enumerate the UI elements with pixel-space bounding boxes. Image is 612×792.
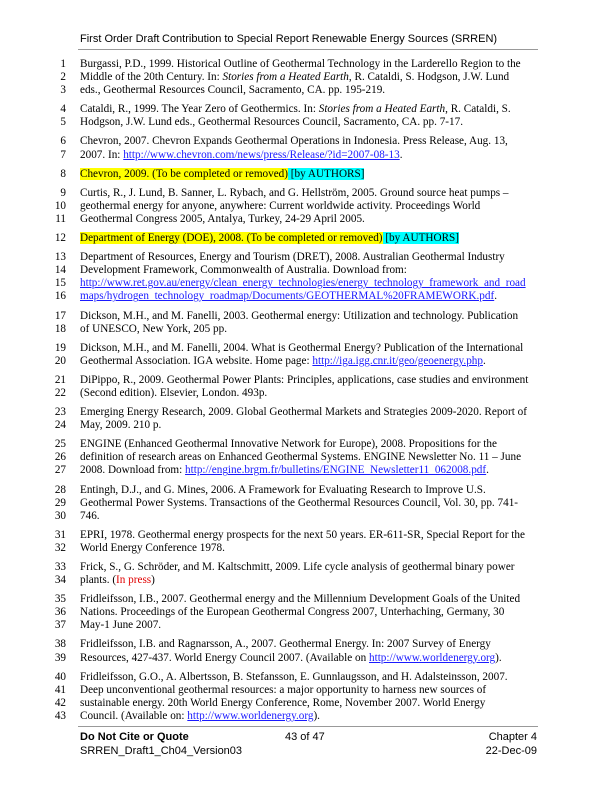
reference-entry (0, 103, 612, 129)
line-text (80, 697, 485, 710)
text-line (0, 251, 612, 264)
line-number: 17 (54, 309, 66, 322)
line-number: 24 (54, 419, 66, 432)
reference-entry (0, 310, 612, 336)
text-line (0, 290, 612, 303)
header-draft-label: First Order Draft (80, 33, 160, 45)
italic-title: Stories from a Heated Earth (222, 71, 349, 84)
line-number: 9 (60, 186, 66, 199)
line-text (80, 200, 480, 213)
text-line (0, 168, 612, 181)
text-line (0, 638, 612, 651)
header-rule (78, 49, 538, 50)
line-text (80, 464, 489, 477)
line-text (80, 438, 497, 451)
line-text (80, 419, 161, 432)
text-segment: Nations. Proceedings of the European Geothermal Congress 2007, Unterhaching, Germany, 30 (80, 606, 505, 619)
text-segment: of UNESCO, New York, 205 pp. (80, 322, 227, 335)
text-line (0, 58, 612, 71)
text-segment: sustainable energy. 20th World Energy Conference, Rome, November 2007. World Energy (80, 696, 486, 709)
text-line (0, 406, 612, 419)
line-number: 7 (60, 148, 66, 161)
text-line (0, 606, 612, 619)
line-number: 29 (54, 496, 66, 509)
text-segment: Dickson, M.H., and M. Fanelli, 2003. Geothermal energy: Utilization and technology. Publication (80, 309, 519, 322)
text-line (0, 355, 612, 368)
reference-entry (0, 135, 612, 161)
line-text (80, 71, 509, 84)
line-number: 23 (54, 406, 66, 419)
line-number: 25 (54, 438, 66, 451)
line-text (80, 58, 521, 71)
line-number: 38 (54, 638, 66, 651)
text-segment: Council. (Available on: (80, 709, 188, 722)
hyperlink[interactable]: http://www.ret.gov.au/energy/clean_energy_technologies/energy_technology_framework_and_road (80, 277, 526, 290)
line-text (80, 342, 523, 355)
line-text (80, 638, 491, 651)
text-segment: . (494, 290, 497, 303)
line-number: 40 (54, 670, 66, 683)
text-segment: , R. Cataldi, S. Hodgson, J.W. Lund (348, 71, 510, 84)
line-text (80, 671, 508, 684)
text-line (0, 264, 612, 277)
text-segment: . (399, 148, 403, 161)
reference-entry (0, 406, 612, 432)
line-number: 27 (54, 464, 66, 477)
line-number: 10 (54, 199, 66, 212)
text-segment: . (486, 464, 489, 477)
line-text (80, 103, 511, 116)
line-text (80, 529, 525, 542)
hyperlink[interactable]: http://iga.igg.cnr.it/geo/geoenergy.php (312, 354, 483, 367)
highlighted-text: Chevron, 2009. (To be completed or removed) (80, 167, 288, 180)
text-segment: ENGINE (Enhanced Geothermal Innovative Network for Europe), 2008. Propositions for the (80, 438, 497, 451)
text-segment: geothermal energy for anyone, anywhere: Current worldwide activity. Proceedings World (80, 199, 481, 212)
text-segment: Department of Resources, Energy and Tourism (DRET), 2008. Australian Geothermal Industry (80, 251, 505, 264)
text-segment: Development Framework, Commonwealth of Australia. Download from: (80, 264, 407, 277)
header-report-title: Contribution to Special Report Renewable Energy Sources (SRREN) (162, 33, 498, 45)
line-number: 2 (60, 71, 66, 84)
line-text (80, 251, 505, 264)
line-text (80, 84, 385, 97)
line-number: 39 (54, 651, 66, 664)
text-line (0, 84, 612, 97)
line-number: 37 (54, 619, 66, 632)
line-number: 32 (54, 541, 66, 554)
text-segment: Fridleifsson, I.B., 2007. Geothermal energy and the Millennium Development Goals of the United (80, 593, 521, 606)
text-line (0, 574, 612, 587)
line-text (80, 232, 459, 245)
footer-rule (78, 726, 538, 727)
line-number: 15 (54, 277, 66, 290)
text-line (0, 697, 612, 710)
reference-entry (0, 58, 612, 97)
line-text (80, 497, 518, 510)
text-segment: definition of research areas on Enhanced Geothermal Systems. ENGINE Newsletter No. 11 – June (80, 451, 522, 464)
line-text (80, 374, 528, 387)
author-note: [by AUTHORS] (382, 232, 459, 245)
line-text (80, 277, 526, 290)
text-segment: May-1 June 2007. (80, 619, 162, 632)
text-segment: Frick, S., G. Schröder, and M. Kaltschmitt, 2009. Life cycle analysis of geothermal binary power (80, 561, 515, 573)
line-number: 1 (60, 58, 66, 70)
text-segment: Hodgson, J.W. Lund eds., Geothermal Resources Council, Sacramento, CA. pp. 7-17. (80, 116, 464, 129)
line-number: 34 (54, 574, 66, 587)
reference-entry (0, 374, 612, 400)
hyperlink[interactable]: http://www.chevron.com/news/press/Release/?id=2007-08-13 (123, 148, 400, 161)
text-segment: Dickson, M.H., and M. Fanelli, 2004. What is Geothermal Energy? Publication of the International (80, 341, 524, 354)
reference-entry (0, 529, 612, 555)
text-line (0, 277, 612, 290)
line-text (80, 149, 403, 162)
line-number: 41 (54, 683, 66, 696)
text-line (0, 510, 612, 523)
text-segment: World Energy Conference 1978. (80, 541, 225, 554)
hyperlink[interactable]: http://www.worldenergy.org (187, 709, 314, 722)
text-line (0, 710, 612, 723)
text-line (0, 529, 612, 542)
text-segment: Geothermal Congress 2005, Antalya, Turkey, 24-29 April 2005. (80, 212, 365, 225)
line-text (80, 574, 155, 587)
text-line (0, 135, 612, 148)
text-segment: Cataldi, R., 1999. The Year Zero of Geothermics. In: (80, 103, 319, 116)
line-text (80, 652, 502, 665)
line-number: 36 (54, 606, 66, 619)
text-line (0, 464, 612, 477)
reference-list (0, 58, 612, 729)
reference-entry (0, 232, 612, 245)
text-line (0, 438, 612, 451)
hyperlink[interactable]: http://engine.brgm.fr/bulletins/ENGINE_Newsletter11_062008.pdf (185, 464, 487, 477)
line-text (80, 168, 364, 181)
text-line (0, 671, 612, 684)
reference-entry (0, 671, 612, 723)
text-segment: ) (151, 574, 155, 587)
text-line (0, 561, 612, 574)
line-number: 33 (54, 561, 66, 573)
footer-notice: Do Not Cite or Quote (80, 731, 189, 743)
highlighted-text: Department of Energy (DOE), 2008. (To be completed or removed) (80, 232, 383, 245)
line-number: 14 (54, 264, 66, 277)
text-segment: Entingh, D.J., and G. Mines, 2006. A Framework for Evaluating Research to Improve U.S. (80, 483, 486, 496)
line-text (80, 387, 267, 400)
text-line (0, 451, 612, 464)
text-segment: Middle of the 20th Century. In: (80, 71, 223, 84)
text-line (0, 187, 612, 200)
in-press-note: In press (116, 574, 152, 587)
reference-entry (0, 638, 612, 664)
footer-page-number: 43 of 47 (285, 731, 325, 743)
text-line (0, 497, 612, 510)
line-text (80, 710, 320, 723)
line-text (80, 187, 509, 200)
reference-entry (0, 168, 612, 181)
text-segment: Geothermal Association. IGA website. Home page: (80, 354, 313, 367)
text-segment: Curtis, R., J. Lund, B. Sanner, L. Rybach, and G. Hellström, 2005. Ground source heat pumps – (80, 186, 509, 199)
text-line (0, 213, 612, 226)
text-line (0, 593, 612, 606)
text-segment: ). (313, 709, 320, 722)
text-segment: Emerging Energy Research, 2009. Global Geothermal Markets and Strategies 2009-2020. Report of (80, 406, 527, 419)
line-text (80, 213, 365, 226)
line-text (80, 310, 518, 323)
text-line (0, 71, 612, 84)
text-segment: Burgassi, P.D., 1999. Historical Outline of Geothermal Technology in the Larderello Region to the (80, 58, 521, 70)
line-number: 30 (54, 509, 66, 522)
reference-entry (0, 593, 612, 632)
text-segment: plants. ( (80, 574, 117, 587)
reference-entry (0, 251, 612, 303)
text-line (0, 323, 612, 336)
author-note: [by AUTHORS] (288, 167, 365, 180)
text-line (0, 310, 612, 323)
line-text (80, 264, 407, 277)
text-segment: . (482, 354, 486, 367)
line-number: 3 (60, 84, 66, 97)
line-text (80, 561, 515, 574)
text-line (0, 619, 612, 632)
text-line (0, 484, 612, 497)
line-number: 8 (60, 167, 66, 180)
line-number: 4 (60, 103, 66, 116)
text-segment: May, 2009. 210 p. (80, 419, 162, 432)
hyperlink[interactable]: http://www.worldenergy.org (369, 651, 496, 664)
text-segment: ). (495, 651, 502, 664)
line-text (80, 290, 497, 303)
line-text (80, 510, 100, 523)
text-line (0, 374, 612, 387)
text-segment: 2007. In: (80, 148, 124, 161)
text-line (0, 684, 612, 697)
text-line (0, 652, 612, 665)
line-number: 5 (60, 116, 66, 129)
line-number: 18 (54, 322, 66, 335)
line-number: 11 (55, 212, 66, 225)
text-segment: Geothermal Power Systems. Transactions of the Geothermal Resources Council, Vol. 30, pp. 741- (80, 496, 519, 509)
reference-entry (0, 342, 612, 368)
footer-date: 22-Dec-09 (485, 745, 537, 757)
text-line (0, 419, 612, 432)
reference-entry (0, 438, 612, 477)
hyperlink[interactable]: maps/hydrogen_technology_roadmap/Documents/GEOTHERMAL%20FRAMEWORK.pdf (80, 290, 495, 303)
text-segment: Fridleifsson, G.O., A. Albertsson, B. Stefansson, E. Gunnlaugsson, and H. Adalsteinsson, 2007. (80, 670, 508, 683)
line-number: 20 (54, 354, 66, 367)
line-number: 35 (54, 593, 66, 606)
text-segment: EPRI, 1978. Geothermal energy prospects for the next 50 years. ER-611-SR, Special Report for the (80, 528, 525, 541)
line-text (80, 542, 225, 555)
line-text (80, 116, 463, 129)
line-text (80, 484, 486, 497)
italic-title: Stories from a Heated Earth (318, 103, 446, 116)
text-segment: Fridleifsson, I.B. and Ragnarsson, A., 2007. Geothermal Energy. In: 2007 Survey of Energy (80, 638, 491, 651)
line-text (80, 606, 504, 619)
line-text (80, 684, 486, 697)
text-line (0, 103, 612, 116)
line-number: 43 (54, 709, 66, 722)
reference-entry (0, 561, 612, 587)
text-segment: , R. Cataldi, S. (445, 103, 511, 116)
text-segment: Deep unconventional geothermal resources: a major opportunity to harness new sources of (80, 683, 487, 696)
text-segment: eds., Geothermal Resources Council, Sacramento, CA. pp. 195-219. (80, 84, 386, 97)
line-number: 28 (54, 483, 66, 496)
line-number: 6 (60, 135, 66, 148)
line-text (80, 619, 161, 632)
line-text (80, 355, 486, 368)
text-line (0, 149, 612, 162)
line-text (80, 593, 520, 606)
text-segment: (Second edition). Elsevier, London. 493p. (80, 386, 268, 399)
line-number: 21 (54, 373, 66, 386)
line-text (80, 406, 527, 419)
text-segment: 746. (80, 509, 100, 522)
line-number: 26 (54, 451, 66, 464)
line-number: 31 (54, 528, 66, 541)
text-line (0, 116, 612, 129)
reference-entry (0, 187, 612, 226)
line-text (80, 323, 227, 336)
text-line (0, 232, 612, 245)
line-number: 22 (54, 386, 66, 399)
line-number: 19 (54, 341, 66, 354)
line-number: 16 (54, 290, 66, 303)
text-line (0, 387, 612, 400)
text-line (0, 542, 612, 555)
text-segment: 2008. Download from: (80, 464, 186, 477)
text-line (0, 342, 612, 355)
reference-entry (0, 484, 612, 523)
text-segment: Chevron, 2007. Chevron Expands Geothermal Operations in Indonesia. Press Release, Aug. 13, (80, 135, 508, 148)
footer-doc-id: SRREN_Draft1_Ch04_Version03 (80, 745, 243, 757)
line-text (80, 451, 521, 464)
text-segment: Resources, 427-437. World Energy Council 2007. (Available on (80, 651, 369, 664)
line-number: 12 (54, 232, 66, 245)
line-number: 42 (54, 696, 66, 709)
text-segment: DiPippo, R., 2009. Geothermal Power Plants: Principles, applications, case studies and environment (80, 373, 529, 386)
footer-chapter: Chapter 4 (488, 731, 537, 743)
text-line (0, 200, 612, 213)
line-text (80, 135, 508, 148)
line-number: 13 (54, 251, 66, 264)
